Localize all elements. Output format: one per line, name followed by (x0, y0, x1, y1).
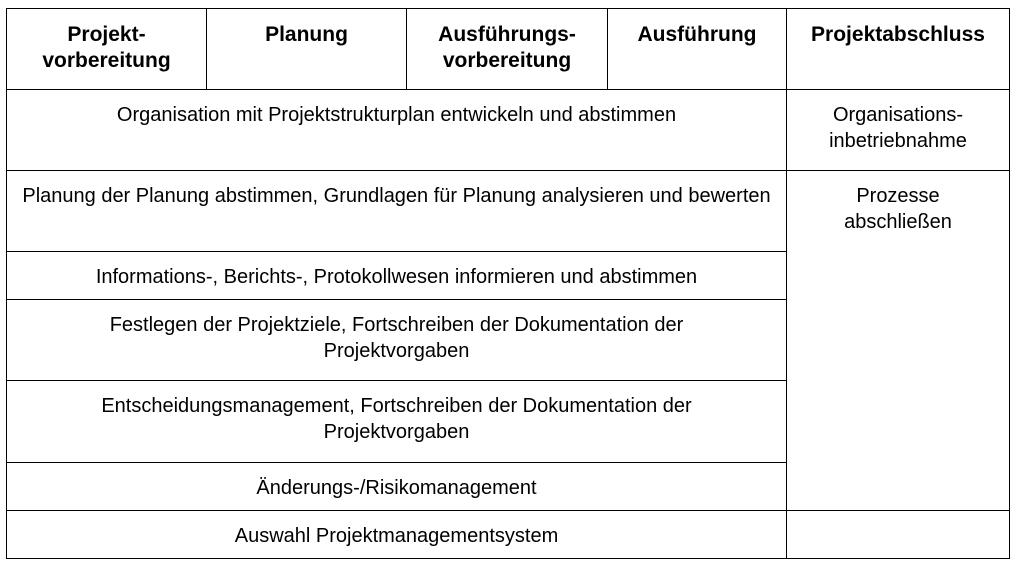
header-text: vorbereitung (442, 49, 572, 72)
cell-empty (787, 510, 1010, 558)
cell-aenderung: Änderungs-/Risikomanagement (7, 462, 787, 510)
header-text: Planung (265, 23, 348, 46)
project-phases-table (6, 8, 1010, 559)
cell-projektziele: Festlegen der Projektziele, Fortschreiben der Dokumentation der Projektvorgaben (7, 300, 787, 381)
header-text: Projektabschluss (811, 23, 985, 46)
header-ausfuehrungsvorbereitung (407, 9, 608, 90)
header-ausfuehrung (608, 9, 787, 90)
cell-organisationsinbetriebnahme (787, 90, 1010, 170)
cell-text: inbetriebnahme (829, 130, 967, 153)
cell-auswahl: Auswahl Projektmanagementsystem (7, 510, 787, 558)
cell-organisation: Organisation mit Projektstrukturplan entwickeln und abstimmen (7, 90, 787, 170)
cell-prozesse-abschliessen (787, 170, 1010, 510)
header-row (7, 9, 1010, 90)
row-auswahl (7, 510, 1010, 558)
cell-planung: Planung der Planung abstimmen, Grundlagen für Planung analysieren und bewerten (7, 170, 787, 251)
header-text: Ausführungs- (438, 23, 576, 46)
row-planung (7, 170, 1010, 251)
cell-text: Prozesse (856, 184, 940, 207)
header-text: vorbereitung (42, 49, 171, 72)
header-text: Ausführung (637, 23, 757, 46)
header-projektvorbereitung (7, 9, 207, 90)
cell-text: abschließen (844, 210, 952, 233)
cell-informationen: Informations-, Berichts-, Protokollwesen informieren und abstimmen (7, 251, 787, 299)
header-projektabschluss (787, 9, 1010, 90)
cell-text: Organisations- (832, 104, 964, 127)
cell-entscheidung: Entscheidungsmanagement, Fortschreiben der Dokumentation der Projektvorgaben (7, 381, 787, 462)
header-planung (207, 9, 407, 90)
header-text: Projekt- (67, 23, 146, 46)
row-organisation (7, 90, 1010, 170)
